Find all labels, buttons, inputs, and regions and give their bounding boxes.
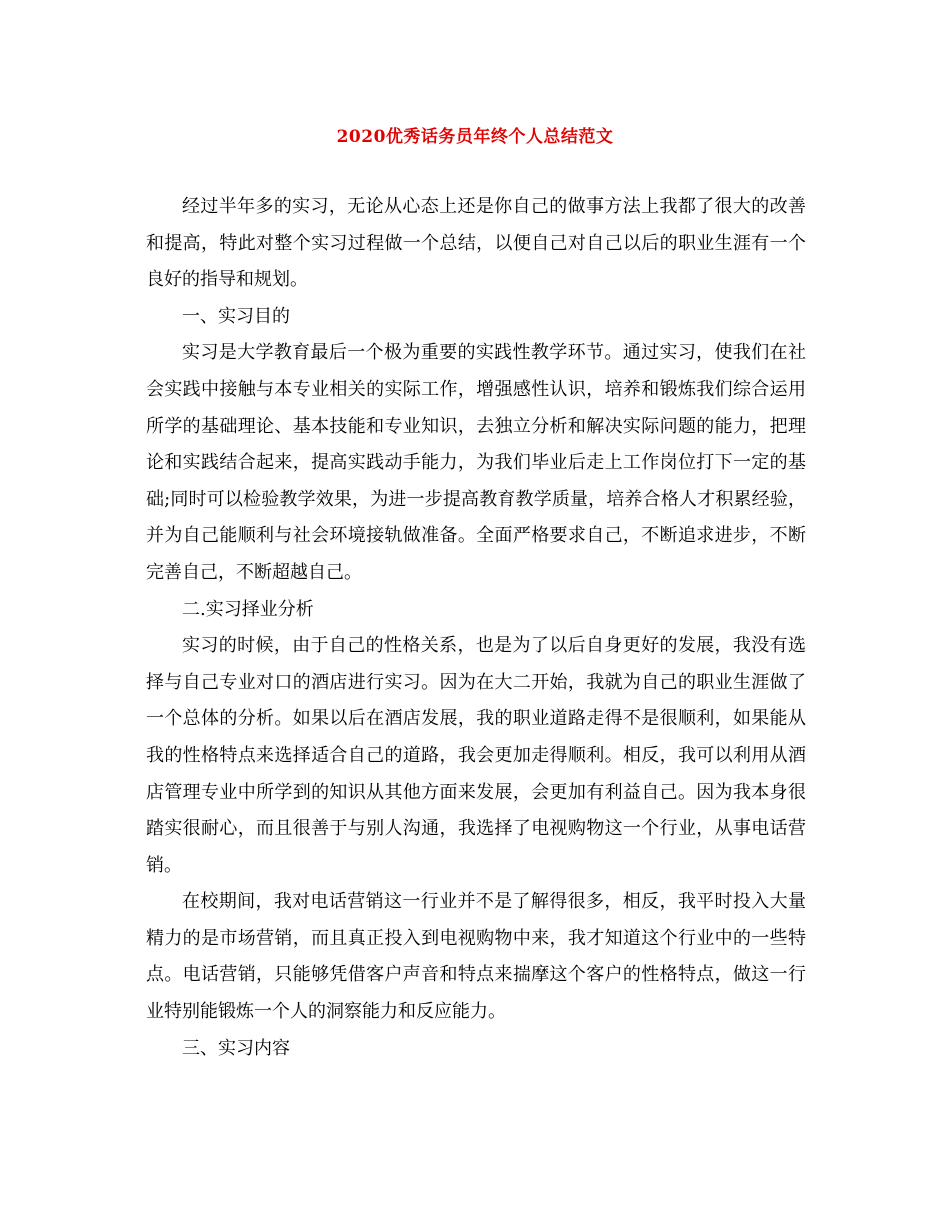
paragraph-purpose: 实习是大学教育最后一个极为重要的实践性教学环节。通过实习，使我们在社会实践中接触与本专业相关的实际工作，增强感性认识，培养和锻炼我们综合运用所学的基础理论、基本技能和专业知识，去独立分析和解决实际问题的能力，把理论和实践结合起来，提高实践动手能力，为我们毕业后走上工作岗位打下一定的基础;同时可以检验教学效果，为进一步提高教育教学质量，培养合格人才积累经验，并为自己能顺利与社会环境接轨做准备。全面严格要求自己，不断追求进步，不断完善自己，不断超越自己。 — [146, 342, 806, 583]
paragraph-intro: 经过半年多的实习，无论从心态上还是你自己的做事方法上我都了很大的改善和提高，特此对整个实习过程做一个总结，以便自己对自己以后的职业生涯有一个良好的指导和规划。 — [146, 196, 806, 291]
document-body — [146, 189, 806, 1067]
document-title: 2020优秀话务员年终个人总结范文 — [336, 127, 614, 147]
paragraph-career-analysis: 实习的时候，由于自己的性格关系，也是为了以后自身更好的发展，我没有选择与自己专业对口的酒店进行实习。因为在大二开始，我就为自己的职业生涯做了一个总体的分析。如果以后在酒店发展，我的职业道路走得不是很顺利，如果能从我的性格特点来选择适合自己的道路，我会更加走得顺利。相反，我可以利用从酒店管理专业中所学到的知识从其他方面来发展，会更加有利益自己。因为我本身很踏实很耐心，而且很善于与别人沟通，我选择了电视购物这一个行业，从事电话营销。 — [146, 635, 806, 876]
section-heading-content: 三、实习内容 — [182, 1037, 290, 1059]
section-heading-purpose: 一、实习目的 — [182, 305, 290, 327]
paragraph-telemarketing: 在校期间，我对电话营销这一行业并不是了解得很多，相反，我平时投入大量精力的是市场营销，而且真正投入到电视购物中来，我才知道这个行业中的一些特点。电话营销，只能够凭借客户声音和特点来揣摩这个客户的性格特点，做这一行业特别能锻炼一个人的洞察能力和反应能力。 — [146, 891, 806, 1023]
section-heading-career-analysis: 二.实习择业分析 — [182, 598, 314, 620]
